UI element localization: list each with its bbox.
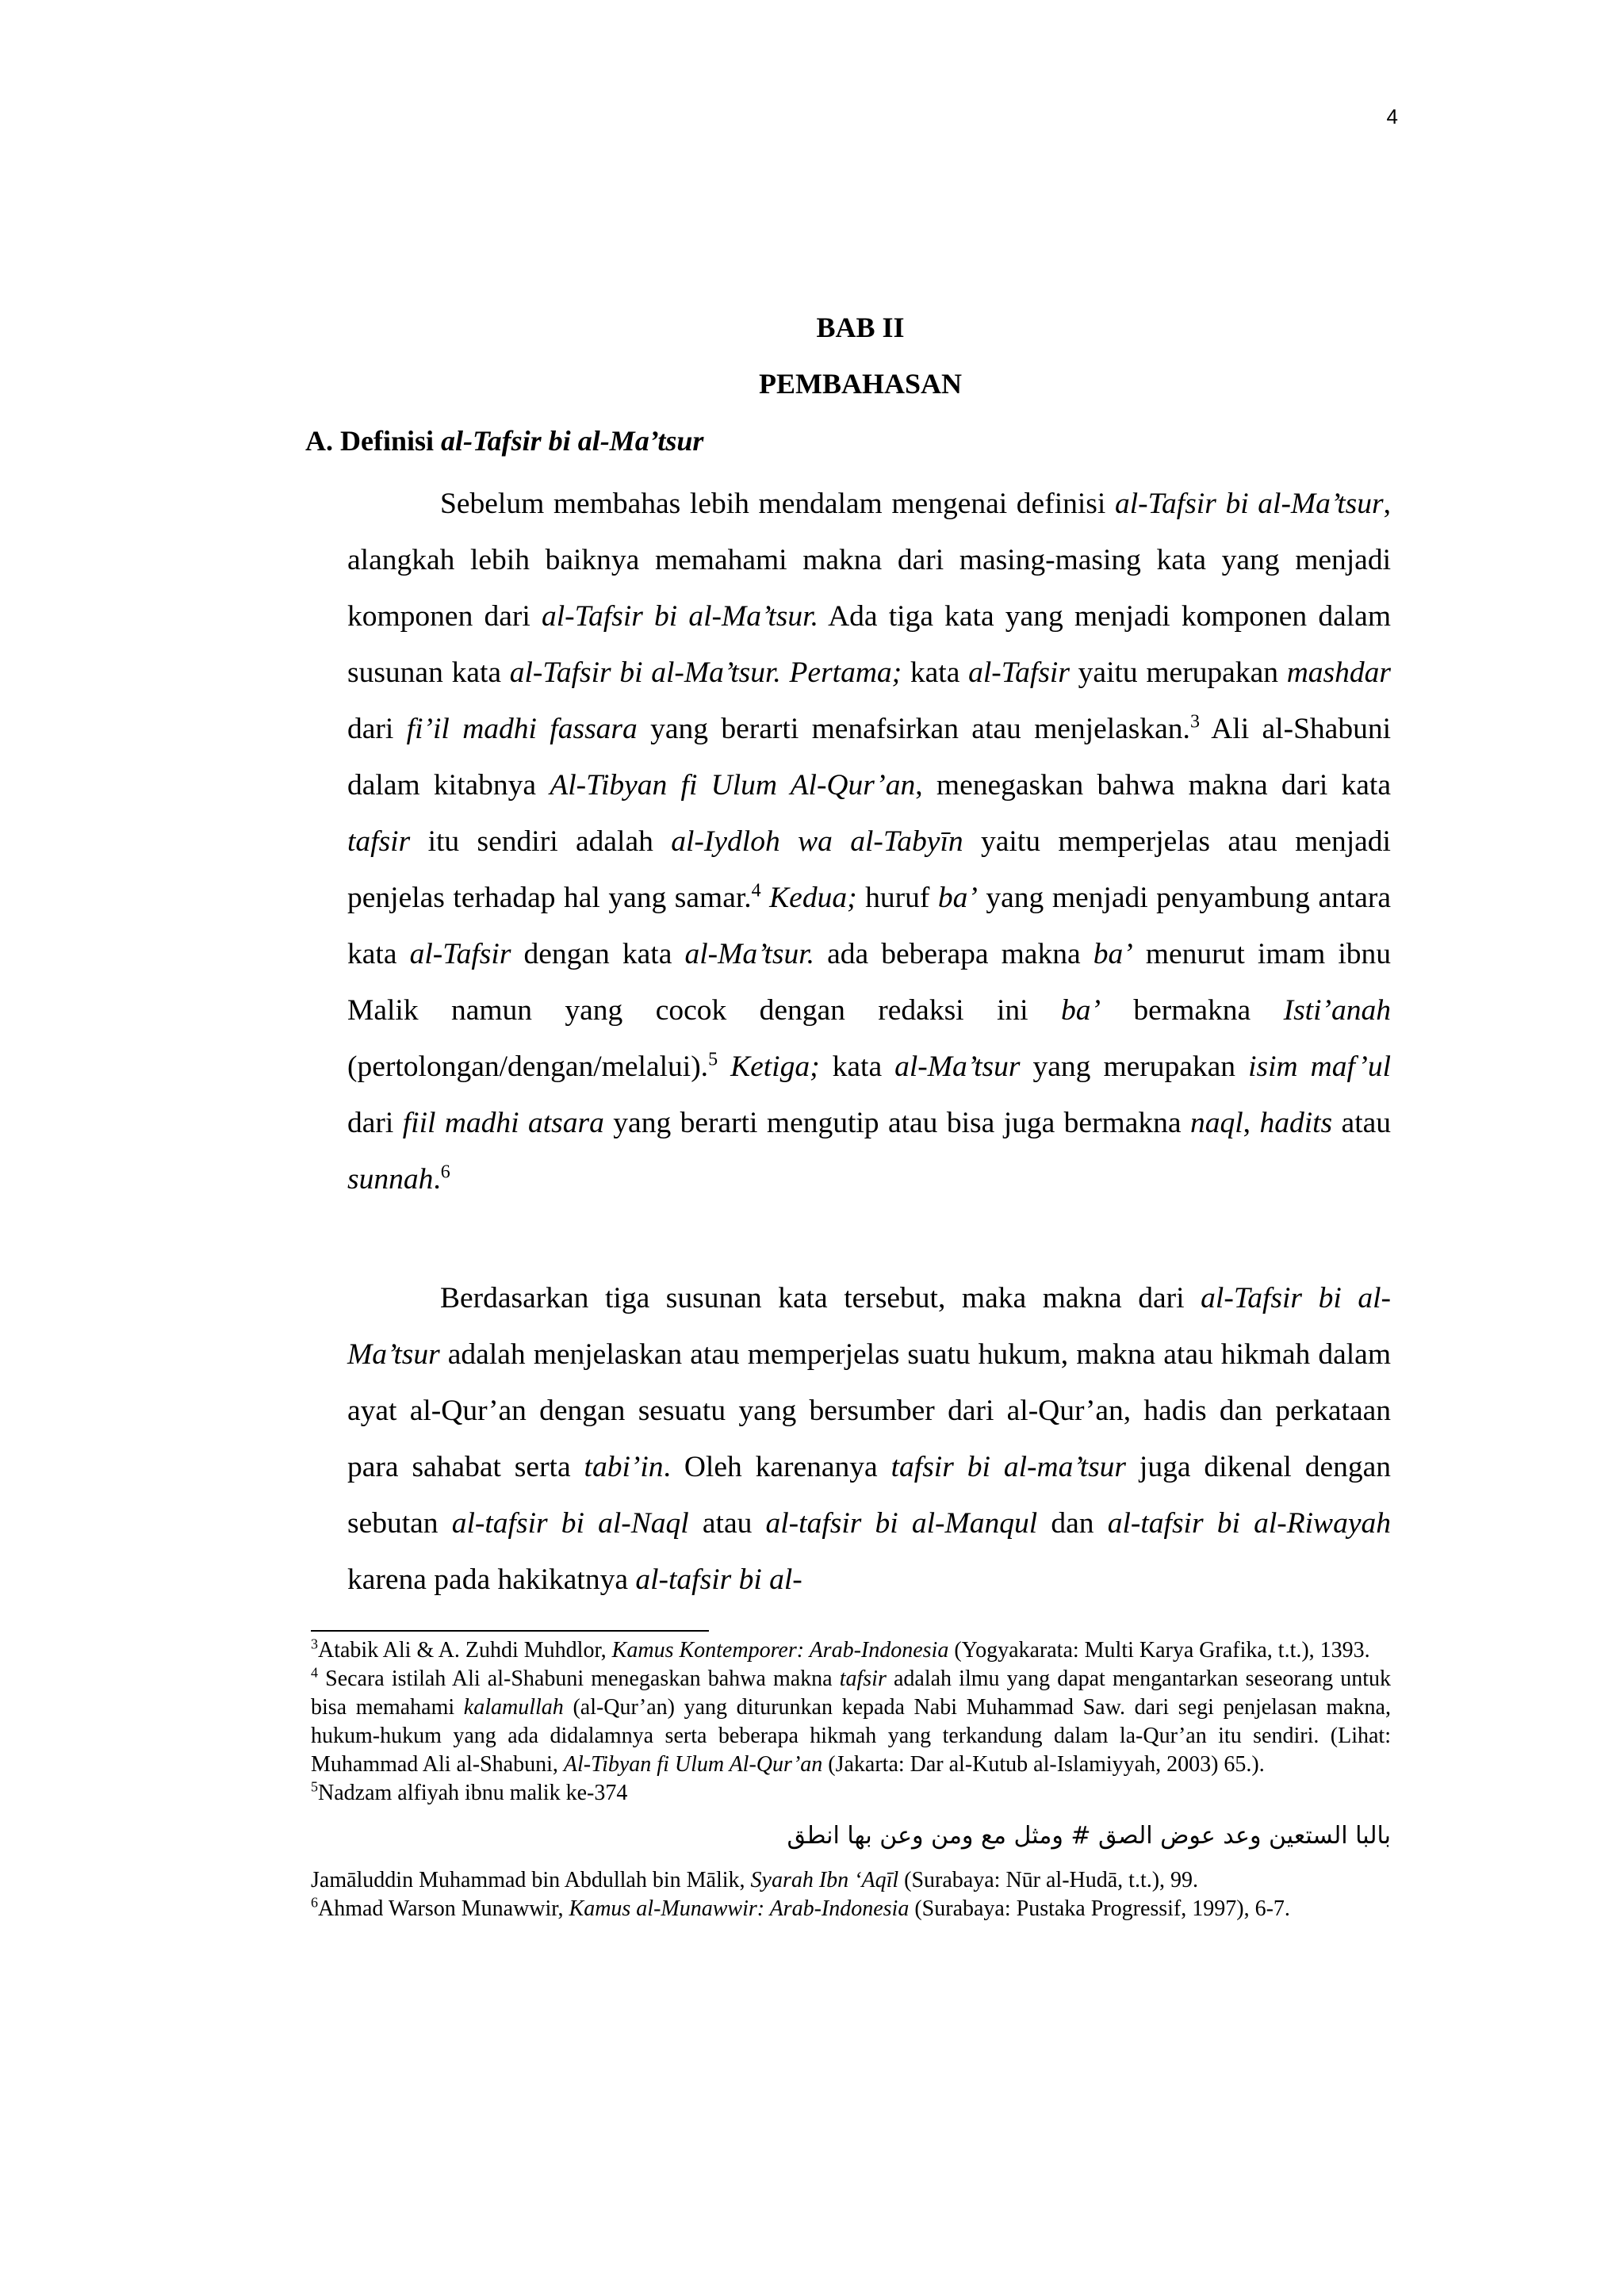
text-run: yaitu memperjelas atau menjadi penjelas terhadap hal yang samar. — [347, 825, 1391, 914]
text-run: Jamāluddin Muhammad bin Abdullah bin Mālik, — [311, 1868, 751, 1892]
text-run: Ali al-Shabuni dalam kitabnya — [347, 713, 1391, 802]
text-run: dari — [347, 1107, 403, 1139]
footnote-4 — [311, 1665, 1391, 1779]
footnote-ref: 3 — [311, 1636, 318, 1652]
italic-text: Al-Tibyan fi Ulum Al-Qur’an — [563, 1752, 823, 1777]
text-run: , — [1243, 1107, 1260, 1139]
italic-text: Syarah Ibn ‘Aqīl — [750, 1868, 899, 1892]
text-run — [761, 882, 770, 914]
italic-text: Kamus Kontemporer: Arab-Indonesia — [611, 1638, 949, 1663]
text-run: . Oleh karenanya — [663, 1451, 891, 1483]
text-run: dari — [347, 713, 407, 745]
text-run: bermakna — [1100, 994, 1284, 1027]
footnote-ref: 6 — [440, 1161, 450, 1183]
text-run: adalah ilmu yang dapat mengantarkan seseorang untuk bisa memahami — [311, 1667, 1391, 1720]
footnote-ref: 3 — [1189, 711, 1200, 733]
footnote-ref: 6 — [311, 1894, 318, 1911]
italic-text: sunnah — [347, 1163, 434, 1196]
italic-text: fiil madhi atsara — [402, 1107, 604, 1139]
text-run: . — [433, 1163, 441, 1196]
page-number: 4 — [1386, 105, 1398, 128]
italic-text: mashdar — [1286, 656, 1391, 689]
italic-text: Ketiga; — [730, 1050, 820, 1083]
section-heading-prefix: A. Definisi — [305, 425, 441, 457]
italic-text: tabi’in — [584, 1451, 664, 1483]
text-run: Ada tiga kata yang menjadi komponen dalam susunan kata — [347, 600, 1391, 689]
text-run: yang menjadi penyambung antara kata — [347, 882, 1391, 970]
italic-text: al-Tafsir bi al-Ma’tsur — [347, 1282, 1391, 1371]
italic-text: al-tafsir bi al- — [635, 1563, 802, 1596]
text-run: yang berarti mengutip atau bisa juga bermakna — [603, 1107, 1190, 1139]
text-run: adalah menjelaskan atau memperjelas suatu hukum, makna atau hikmah dalam ayat al-Qur’an dengan sesuatu yang bersumber dari al-Qur’an, hadis dan perkataan para sahabat serta — [347, 1338, 1391, 1483]
footnote-6 — [311, 1895, 1391, 1923]
italic-text: tafsir bi al-ma’tsur — [891, 1451, 1126, 1483]
italic-text: fi’il madhi fassara — [406, 713, 638, 745]
text-run: ada beberapa makna — [814, 938, 1094, 970]
footnote-ref: 5 — [311, 1778, 318, 1795]
italic-text: al-Ma’tsur. — [684, 938, 815, 970]
italic-text: isim maf’ul — [1248, 1050, 1391, 1083]
footnotes — [311, 1636, 1391, 1923]
text-run: , alangkah lebih baiknya memahami makna dari masing-masing kata yang menjadi komponen dari — [347, 488, 1391, 633]
italic-text: al-Tafsir — [409, 938, 511, 970]
arabic-verse: بالبا الستعين وعد عوض الصق # ومثل مع ومن وعن بها انطق — [787, 1822, 1391, 1850]
italic-text: al-tafsir bi al-Naql — [451, 1507, 689, 1540]
text-run: Secara istilah Ali al-Shabuni menegaskan bahwa makna — [318, 1667, 840, 1691]
italic-text: al-tafsir bi al-Riwayah — [1107, 1507, 1391, 1540]
italic-text: al-Tafsir bi al-Ma’tsur. — [542, 600, 818, 633]
italic-text: al-Iydloh wa al-Tabyīn — [671, 825, 963, 858]
text-run: Atabik Ali & A. Zuhdi Muhdlor, — [318, 1638, 612, 1663]
footnote-5-source — [311, 1866, 1391, 1895]
text-run: menurut imam ibnu Malik namun yang cocok dengan redaksi ini — [347, 938, 1392, 1027]
text-run: dengan kata — [511, 938, 685, 970]
italic-text: al-tafsir bi al-Manqul — [765, 1507, 1038, 1540]
text-run: (al-Qur’an) yang diturunkan kepada Nabi Muhammad Saw. dari segi penjelasan makna, hukum-hukum yang ada didalamnya serta beberapa hikmah yang terkandung dalam la-Qur’an itu sendiri. (Lihat: Muhammad Ali al-Shabuni, — [311, 1695, 1391, 1777]
text-run: yang berarti menafsirkan atau menjelaskan. — [637, 713, 1190, 745]
text-run: yang merupakan — [1020, 1050, 1249, 1083]
text-run: juga dikenal dengan sebutan — [347, 1451, 1391, 1540]
text-run: Nadzam alfiyah ibnu malik ke-374 — [318, 1781, 628, 1805]
text-run: yaitu merupakan — [1069, 656, 1287, 689]
italic-text: Kamus al-Munawwir: Arab-Indonesia — [569, 1896, 910, 1921]
italic-text: tafsir — [347, 825, 411, 858]
italic-text: naql — [1189, 1107, 1243, 1139]
text-run: Berdasarkan tiga susunan kata tersebut, maka makna dari — [440, 1282, 1201, 1314]
text-run: dan — [1037, 1507, 1108, 1540]
text-run: itu sendiri adalah — [410, 825, 672, 858]
footnote-ref: 4 — [311, 1664, 318, 1681]
text-run: karena pada hakikatnya — [347, 1563, 636, 1596]
footnote-separator — [311, 1630, 709, 1632]
section-heading — [305, 424, 703, 457]
text-run: kata — [819, 1050, 895, 1083]
footnote-ref: 5 — [708, 1049, 718, 1070]
paragraph-text — [347, 476, 1391, 1207]
text-run: (Surabaya: Nūr al-Hudā, t.t.), 99. — [898, 1868, 1199, 1892]
italic-text: al-Tafsir bi al-Ma’tsur. Pertama; — [509, 656, 902, 689]
text-run: atau — [1332, 1107, 1392, 1139]
footnote-5 — [311, 1779, 1391, 1808]
text-run: kata — [902, 656, 969, 689]
text-run: Sebelum membahas lebih mendalam mengenai definisi — [440, 488, 1115, 520]
italic-text: al-Tafsir bi al-Ma’tsur — [1114, 488, 1384, 520]
italic-text: Al-Tibyan fi Ulum Al-Qur’an — [550, 769, 916, 802]
italic-text: ba’ — [1060, 994, 1101, 1027]
body-paragraph-1 — [347, 476, 1391, 1207]
text-run: atau — [688, 1507, 766, 1540]
italic-text: ba’ — [1093, 938, 1133, 970]
chapter-number: BAB II — [816, 312, 905, 343]
italic-text: al-Tafsir — [968, 656, 1070, 689]
footnote-ref: 4 — [751, 880, 761, 901]
section-heading-title: al-Tafsir bi al-Ma’tsur — [441, 425, 704, 457]
text-run: , menegaskan bahwa makna dari kata — [915, 769, 1391, 802]
italic-text: Isti’anah — [1283, 994, 1391, 1027]
text-run — [718, 1050, 730, 1083]
text-run: (Jakarta: Dar al-Kutub al-Islamiyyah, 2003) 65.). — [822, 1752, 1265, 1777]
italic-text: kalamullah — [463, 1695, 564, 1720]
text-run: huruf — [856, 882, 938, 914]
paragraph-text — [347, 1270, 1391, 1608]
text-run: (Surabaya: Pustaka Progressif, 1997), 6-7. — [909, 1896, 1290, 1921]
text-run: (pertolongan/dengan/melalui). — [347, 1050, 709, 1083]
body-paragraph-2 — [347, 1270, 1391, 1608]
italic-text: Kedua; — [769, 882, 857, 914]
text-run: (Yogyakarata: Multi Karya Grafika, t.t.), 1393. — [948, 1638, 1370, 1663]
text-run: Ahmad Warson Munawwir, — [318, 1896, 569, 1921]
italic-text: tafsir — [839, 1667, 887, 1691]
italic-text: ba’ — [937, 882, 978, 914]
italic-text: hadits — [1259, 1107, 1333, 1139]
italic-text: al-Ma’tsur — [894, 1050, 1021, 1083]
chapter-title: PEMBAHASAN — [758, 368, 962, 400]
footnote-3 — [311, 1636, 1391, 1665]
